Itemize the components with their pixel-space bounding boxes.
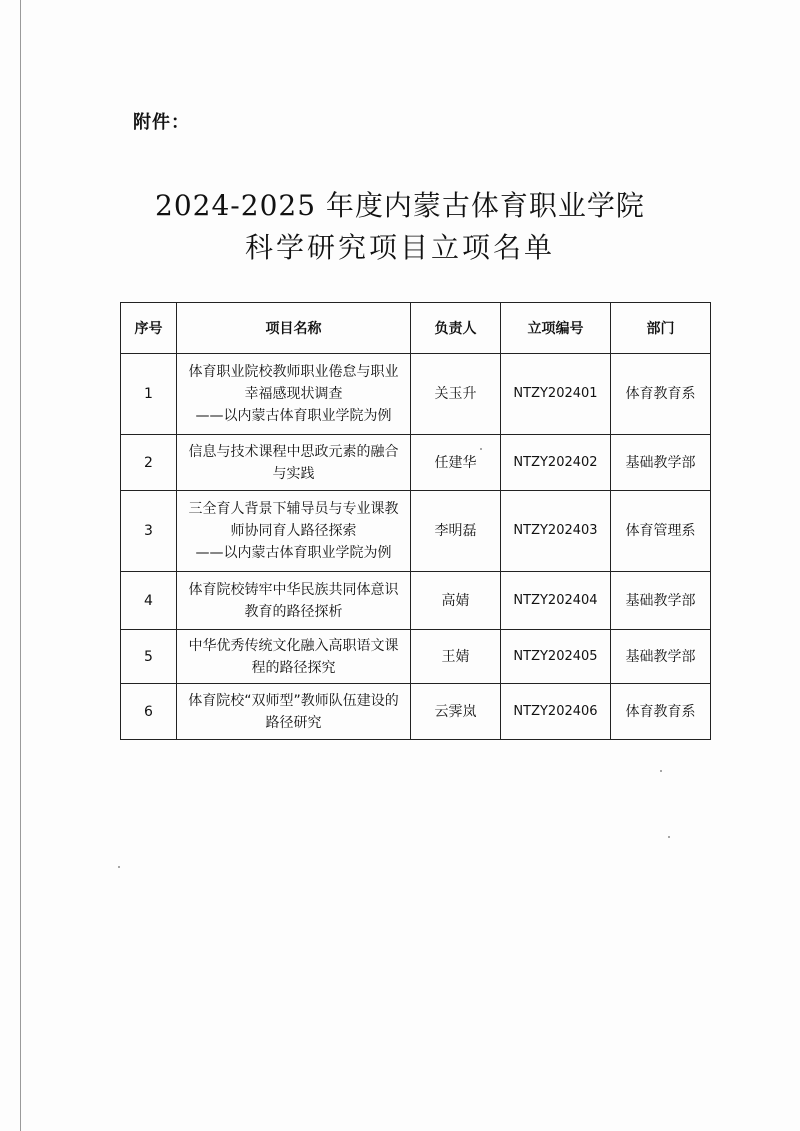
row-no: 5 xyxy=(121,630,177,684)
row-no: 1 xyxy=(121,354,177,435)
row-dept: 基础教学部 xyxy=(611,572,711,630)
row-project-name xyxy=(177,630,411,684)
row-dept: 体育管理系 xyxy=(611,491,711,572)
row-project-name xyxy=(177,435,411,491)
table-row xyxy=(121,435,711,491)
row-no: 3 xyxy=(121,491,177,572)
project-name-line: 中华优秀传统文化融入高职语文课 xyxy=(188,637,399,654)
scan-speck xyxy=(668,836,670,838)
row-code: NTZY202401 xyxy=(501,354,611,435)
project-name-line: 体育职业院校教师职业倦怠与职业 xyxy=(188,364,399,380)
row-code: NTZY202404 xyxy=(501,572,611,630)
row-no: 2 xyxy=(121,435,177,491)
project-name-line: 体育院校铸牢中华民族共同体意识 xyxy=(188,581,399,598)
header-dept: 部门 xyxy=(611,303,711,354)
row-leader: 关玉升 xyxy=(411,354,501,435)
table-row xyxy=(121,491,711,572)
table-row xyxy=(121,630,711,684)
scan-speck xyxy=(118,866,120,868)
row-no: 6 xyxy=(121,684,177,740)
header-name: 项目名称 xyxy=(177,303,411,354)
table-row xyxy=(121,572,711,630)
row-code: NTZY202403 xyxy=(501,491,611,572)
row-no: 4 xyxy=(121,572,177,630)
header-no: 序号 xyxy=(121,303,177,354)
project-table xyxy=(120,302,711,740)
row-leader: 任建华 xyxy=(411,435,501,491)
project-name-line: 教育的路径探析 xyxy=(244,603,343,620)
attachment-label: 附件： xyxy=(133,112,190,133)
row-project-name xyxy=(177,572,411,630)
project-name-line: 师协同育人路径探索 xyxy=(230,523,357,539)
row-code: NTZY202405 xyxy=(501,630,611,684)
row-leader: 高婧 xyxy=(411,572,501,630)
scan-edge-line xyxy=(20,0,21,1131)
scan-speck xyxy=(660,770,662,772)
scan-speck xyxy=(480,448,482,450)
table-row xyxy=(121,354,711,435)
header-leader: 负责人 xyxy=(411,303,501,354)
row-code: NTZY202406 xyxy=(501,684,611,740)
row-project-name xyxy=(177,684,411,740)
project-name-subtitle: ——以内蒙古体育职业学院为例 xyxy=(195,545,392,561)
header-code: 立项编号 xyxy=(501,303,611,354)
project-name-line: 信息与技术课程中思政元素的融合 xyxy=(188,443,399,460)
row-dept: 基础教学部 xyxy=(611,435,711,491)
row-dept: 基础教学部 xyxy=(611,630,711,684)
row-project-name xyxy=(177,354,411,435)
project-name-line: 程的路径探究 xyxy=(251,659,336,676)
row-leader: 李明磊 xyxy=(411,491,501,572)
project-name-line: 路径研究 xyxy=(265,714,322,731)
row-dept: 体育教育系 xyxy=(611,354,711,435)
title-line-2: 科学研究项目立项名单 xyxy=(244,231,555,264)
row-leader: 云霁岚 xyxy=(411,684,501,740)
project-name-subtitle: ——以内蒙古体育职业学院为例 xyxy=(195,408,392,424)
row-leader: 王婧 xyxy=(411,630,501,684)
project-name-line: 幸福感现状调查 xyxy=(244,386,343,402)
table-row xyxy=(121,684,711,740)
table-header-row xyxy=(121,303,711,354)
project-name-line: 三全育人背景下辅导员与专业课教 xyxy=(188,501,399,517)
project-name-line: 与实践 xyxy=(272,465,315,482)
row-project-name xyxy=(177,491,411,572)
row-dept: 体育教育系 xyxy=(611,684,711,740)
title-line-1: 2024-2025 年度内蒙古体育职业学院 xyxy=(155,189,645,222)
project-name-line: 体育院校“双师型”教师队伍建设的 xyxy=(188,692,399,709)
row-code: NTZY202402 xyxy=(501,435,611,491)
